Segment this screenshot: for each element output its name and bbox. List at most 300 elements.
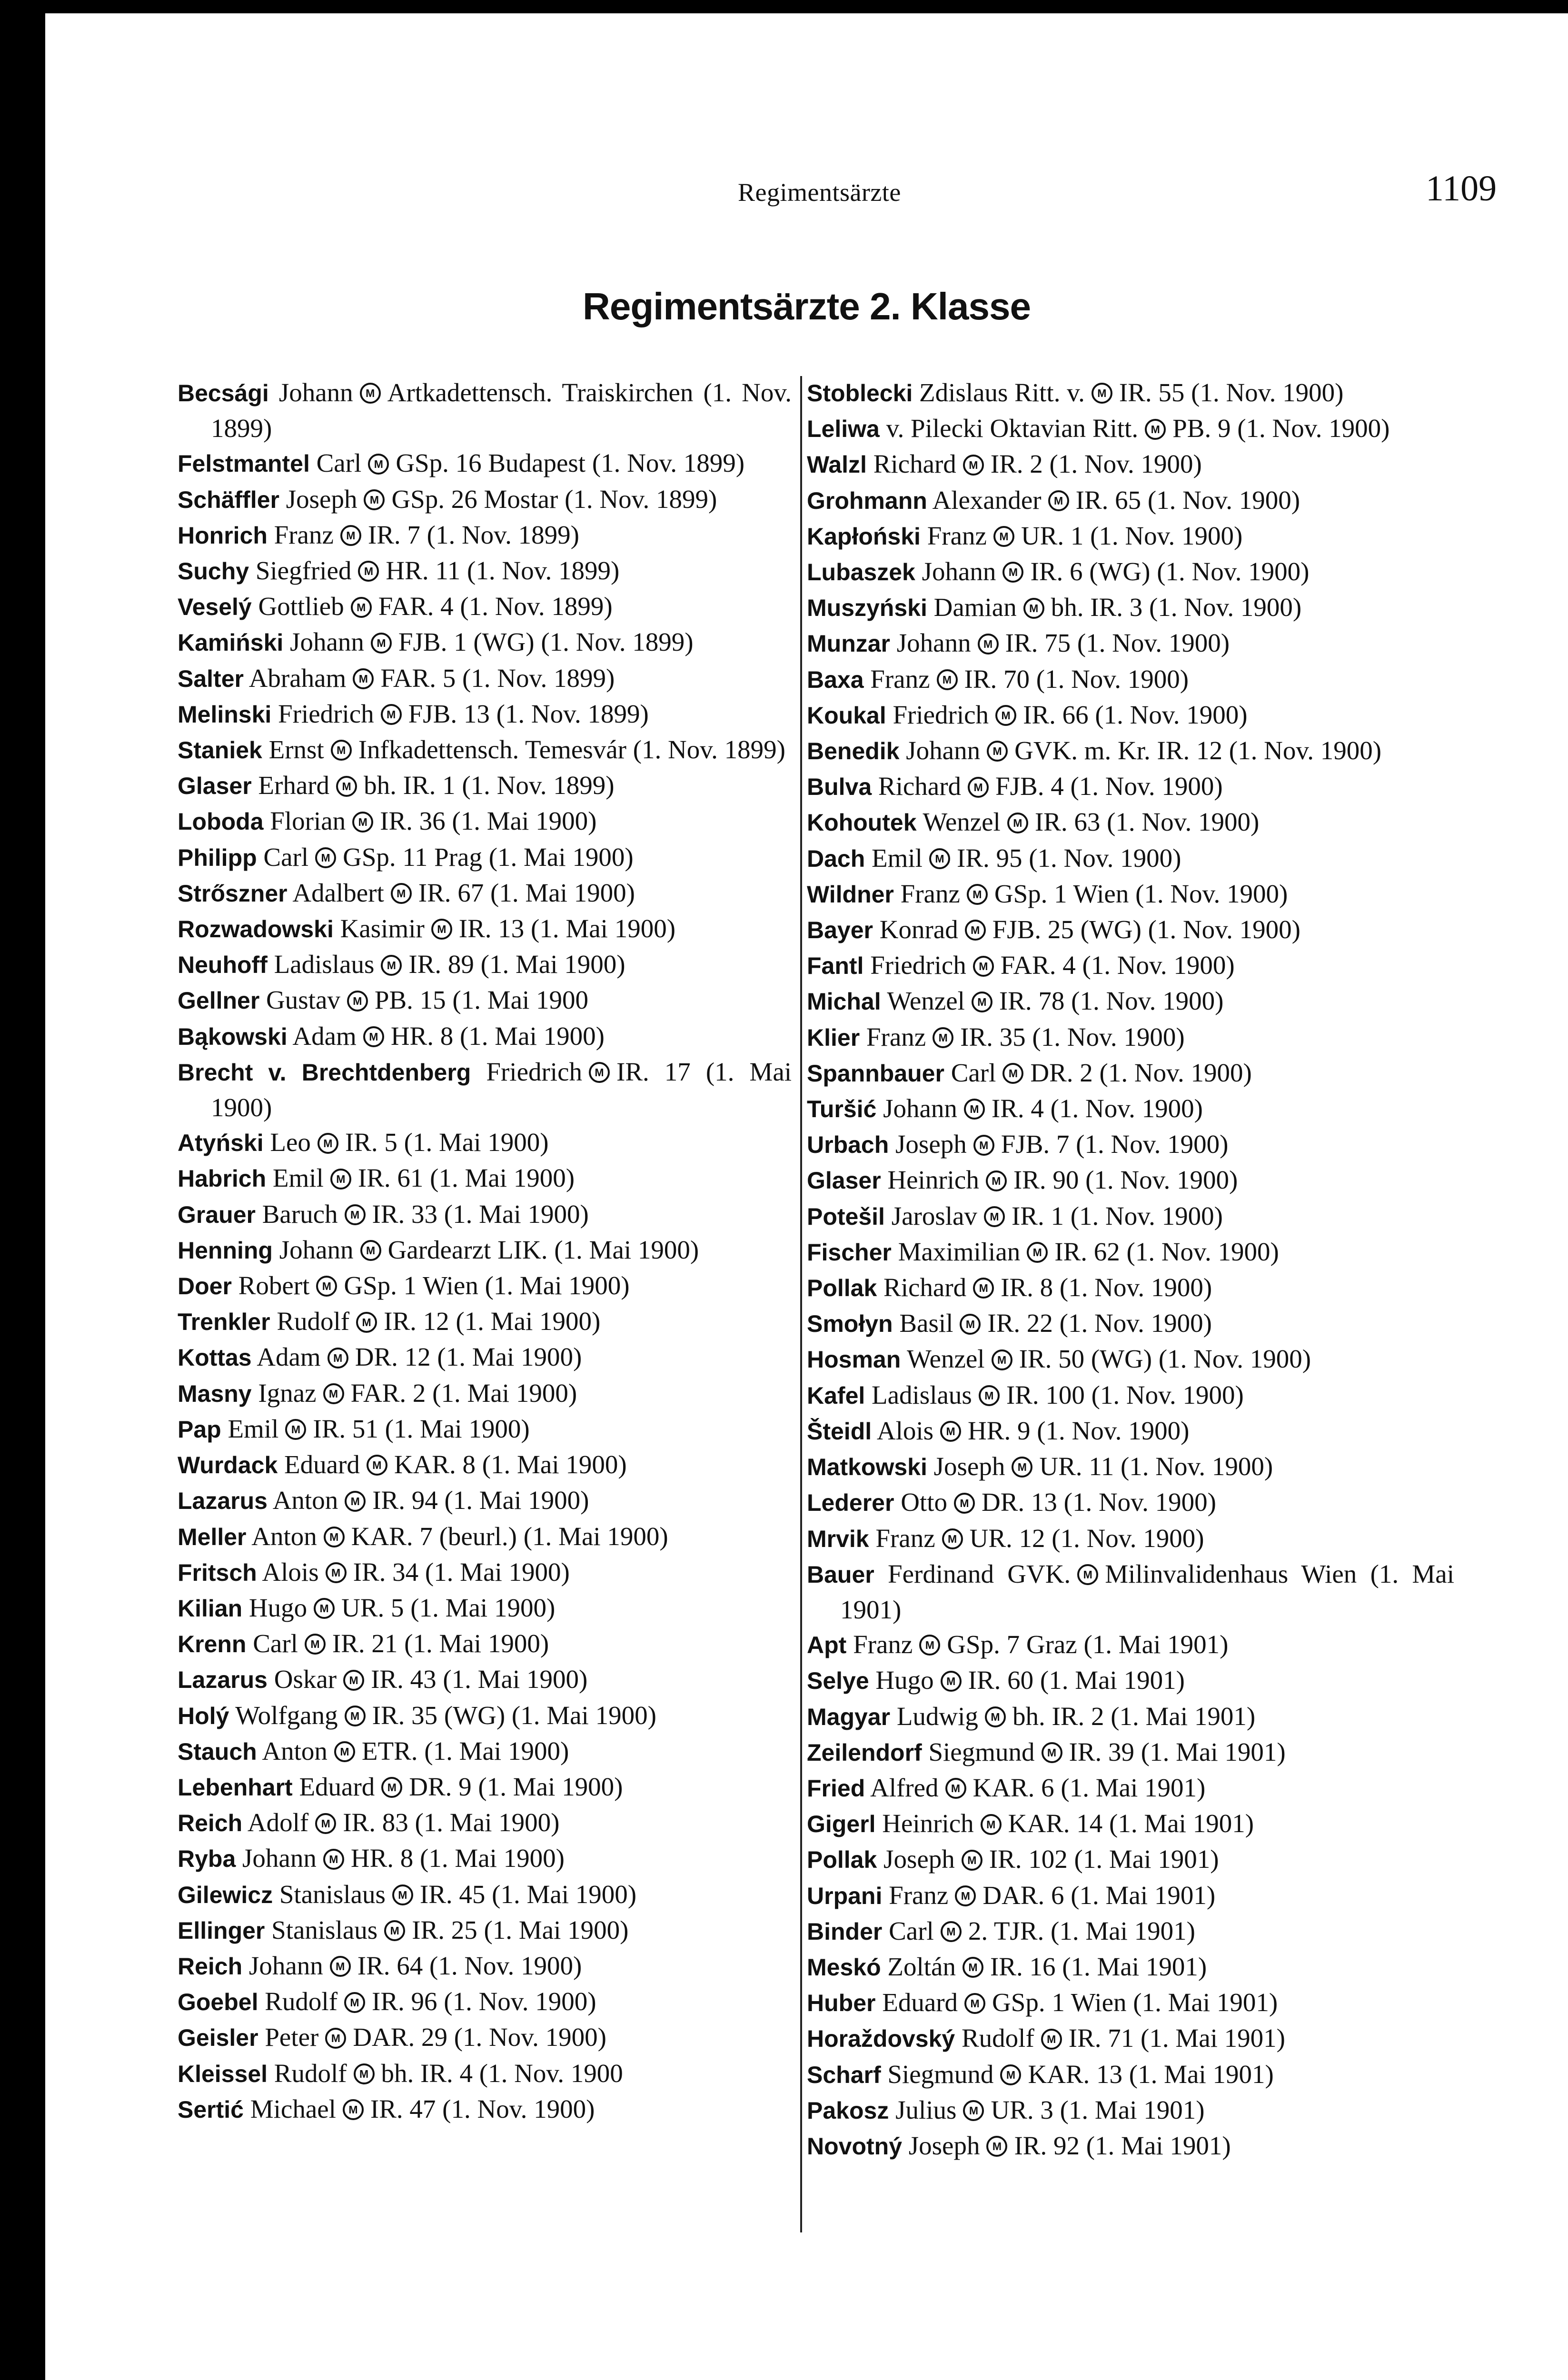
military-m-badge-icon: M <box>315 1813 336 1834</box>
military-m-badge-icon: M <box>1145 419 1166 440</box>
military-m-badge-icon: M <box>993 526 1014 547</box>
entry-surname: Dach <box>807 845 865 872</box>
entry-details: HR. 8 (1. Mai 1900) <box>390 1021 605 1051</box>
military-m-badge-icon: M <box>381 955 402 976</box>
entry-given-name: Baruch <box>262 1199 338 1229</box>
entry-details: IR. 33 (1. Mai 1900) <box>372 1199 589 1229</box>
entry-surname: Urpani <box>807 1882 883 1909</box>
list-item <box>178 1662 792 1697</box>
entry-surname: Krenn <box>178 1631 247 1658</box>
entry-surname: Pap <box>178 1416 221 1443</box>
entry-details: Infkadettensch. Temesvár (1. Nov. 1899) <box>358 735 785 764</box>
entry-given-name: Adolf <box>247 1808 309 1837</box>
entry-given-name: Johann <box>290 627 364 657</box>
list-item <box>178 375 792 446</box>
left-column <box>178 375 792 2231</box>
list-item <box>807 841 1454 876</box>
entry-surname: Kapłoński <box>807 523 921 550</box>
entry-given-name: Franz <box>853 1630 913 1659</box>
entry-given-name: Richard <box>873 449 956 479</box>
entry-given-name: Joseph <box>908 2131 980 2160</box>
entry-details: KAR. 6 (1. Mai 1901) <box>973 1773 1206 1802</box>
entry-given-name: Erhard <box>258 771 330 800</box>
military-m-badge-icon: M <box>986 1170 1007 1191</box>
entry-surname: Pollak <box>807 1846 877 1874</box>
list-item <box>178 1268 792 1304</box>
entry-surname: Doer <box>178 1273 232 1300</box>
military-m-badge-icon: M <box>942 1528 963 1549</box>
military-m-badge-icon: M <box>1002 1063 1023 1084</box>
list-item <box>178 1519 792 1555</box>
entry-given-name: Johann <box>922 557 996 586</box>
section-title: Regimentsärzte 2. Klasse <box>583 285 1031 327</box>
entry-surname: Apt <box>807 1632 847 1659</box>
entry-details: FAR. 4 (1. Nov. 1899) <box>378 592 613 621</box>
entry-surname: Becsági <box>178 380 269 407</box>
entry-given-name: Johann <box>248 1951 323 1980</box>
list-item <box>178 911 792 947</box>
entry-details: GSp. 7 Graz (1. Mai 1901) <box>947 1630 1229 1659</box>
entry-details: FJB. 13 (1. Nov. 1899) <box>408 699 649 728</box>
list-item <box>807 2128 1454 2164</box>
military-m-badge-icon: M <box>1027 1242 1048 1263</box>
entry-surname: Staniek <box>178 737 262 764</box>
entry-given-name: Damian <box>933 593 1017 622</box>
list-item <box>807 554 1454 590</box>
entry-given-name: Zoltán <box>887 1952 956 1981</box>
list-item <box>807 1663 1454 1698</box>
military-m-badge-icon: M <box>316 1276 337 1297</box>
entry-surname: Reich <box>178 1810 243 1837</box>
entry-given-name: Franz <box>900 879 960 908</box>
entry-surname: Potešil <box>807 1203 885 1230</box>
entry-details: UR. 3 (1. Mai 1901) <box>991 2095 1205 2124</box>
military-m-badge-icon: M <box>392 1884 413 1905</box>
entry-given-name: Johann <box>242 1844 317 1873</box>
military-m-badge-icon: M <box>344 1992 365 2013</box>
document-page <box>45 13 1568 2380</box>
list-item <box>178 1769 792 1805</box>
entry-surname: Strőszner <box>178 880 288 907</box>
entry-given-name: Eduard <box>882 1988 958 2017</box>
entry-given-name: Florian <box>270 806 346 836</box>
list-item <box>178 1376 792 1411</box>
entry-details: FJB. 7 (1. Nov. 1900) <box>1001 1130 1229 1159</box>
entry-given-name: Anton <box>262 1736 327 1765</box>
list-item <box>807 1699 1454 1735</box>
entry-details: DR. 2 (1. Nov. 1900) <box>1030 1058 1252 1087</box>
entry-given-name: Carl <box>316 448 362 478</box>
entry-details: IR. 35 (WG) (1. Mai 1900) <box>372 1700 656 1730</box>
entry-details: PB. 9 (1. Nov. 1900) <box>1172 414 1390 443</box>
entry-surname: Kleissel <box>178 2060 268 2087</box>
military-m-badge-icon: M <box>360 1240 381 1261</box>
entry-surname: Selye <box>807 1667 869 1695</box>
list-item <box>807 1055 1454 1091</box>
entry-given-name: Rudolf <box>277 1307 350 1336</box>
military-m-badge-icon: M <box>347 991 368 1012</box>
military-m-badge-icon: M <box>933 1027 953 1048</box>
military-m-badge-icon: M <box>323 1849 344 1870</box>
military-m-badge-icon: M <box>1000 2064 1021 2085</box>
entry-surname: Hosman <box>807 1346 901 1373</box>
military-m-badge-icon: M <box>384 1920 405 1941</box>
list-item <box>178 875 792 911</box>
entry-details: IR. 90 (1. Nov. 1900) <box>1013 1165 1238 1195</box>
military-m-badge-icon: M <box>992 1349 1012 1370</box>
entry-surname: Sertić <box>178 2096 244 2123</box>
list-item <box>807 804 1454 840</box>
entry-given-name: Gustav <box>266 985 340 1015</box>
entry-details: HR. 9 (1. Nov. 1900) <box>968 1416 1190 1445</box>
entry-details: IR. 4 (1. Nov. 1900) <box>991 1094 1203 1123</box>
military-m-badge-icon: M <box>981 1814 1002 1835</box>
entry-given-name: Siegmund <box>928 1737 1035 1766</box>
list-item <box>178 840 792 875</box>
entry-surname: Pakosz <box>807 2097 889 2124</box>
entry-given-name: Rudolf <box>265 1987 338 2016</box>
entry-details: bh. IR. 1 (1. Nov. 1899) <box>364 771 615 800</box>
entry-given-name: Heinrich <box>887 1165 979 1195</box>
list-item <box>807 590 1454 625</box>
entry-surname: Wildner <box>807 881 894 908</box>
list-item <box>178 2092 792 2127</box>
military-m-badge-icon: M <box>352 812 373 833</box>
list-item <box>807 662 1454 697</box>
military-m-badge-icon: M <box>963 455 984 476</box>
list-item <box>178 2056 792 2092</box>
entry-given-name: Eduard <box>284 1450 360 1479</box>
entry-given-name: Otto <box>901 1488 947 1517</box>
entry-given-name: Ignaz <box>258 1378 317 1408</box>
list-item <box>178 589 792 625</box>
entry-details: DR. 13 (1. Nov. 1900) <box>981 1488 1216 1517</box>
entry-details: IR. 94 (1. Mai 1900) <box>372 1486 589 1515</box>
military-m-badge-icon: M <box>973 956 994 977</box>
list-item <box>178 1232 792 1268</box>
column-divider <box>800 376 802 2232</box>
entry-given-name: Alexander <box>932 485 1042 515</box>
entry-surname: Lazarus <box>178 1666 268 1694</box>
entry-given-name: Ladislaus <box>872 1380 972 1409</box>
entry-details: FJB. 4 (1. Nov. 1900) <box>995 772 1223 801</box>
entry-given-name: Emil <box>872 843 923 873</box>
list-item <box>178 696 792 732</box>
entry-surname: Meskó <box>807 1954 881 1981</box>
list-item <box>178 1125 792 1160</box>
entry-surname: Lebenhart <box>178 1774 293 1801</box>
entry-details: IR. 2 (1. Nov. 1900) <box>990 449 1202 479</box>
entry-details: Gardearzt LIK. (1. Mai 1900) <box>387 1235 699 1264</box>
entry-surname: Bauer <box>807 1561 874 1588</box>
military-m-badge-icon: M <box>967 884 988 905</box>
military-m-badge-icon: M <box>965 920 986 941</box>
entry-details: IR. 71 (1. Mai 1901) <box>1068 2023 1285 2053</box>
list-item <box>178 1984 792 2020</box>
entry-details: IR. 36 (1. Mai 1900) <box>380 806 597 836</box>
military-m-badge-icon: M <box>984 1206 1005 1227</box>
entry-surname: Horaždovský <box>807 2025 955 2053</box>
military-m-badge-icon: M <box>1012 1457 1032 1478</box>
list-item <box>807 1627 1454 1663</box>
entry-details: UR. 12 (1. Nov. 1900) <box>969 1523 1204 1553</box>
entry-surname: Lubaszek <box>807 559 915 586</box>
military-m-badge-icon: M <box>367 1455 387 1476</box>
list-item <box>178 947 792 982</box>
list-item <box>178 1841 792 1876</box>
entry-details: DR. 12 (1. Mai 1900) <box>355 1342 582 1372</box>
list-item <box>807 769 1454 804</box>
entry-surname: Baxa <box>807 666 864 693</box>
entry-surname: Gellner <box>178 987 260 1014</box>
entry-surname: Kohoutek <box>807 809 917 836</box>
entry-details: IR. 22 (1. Nov. 1900) <box>987 1309 1212 1338</box>
entry-details: IR. 7 (1. Nov. 1899) <box>367 520 579 549</box>
entry-surname: Fried <box>807 1775 865 1802</box>
military-m-badge-icon: M <box>986 2136 1007 2157</box>
entry-surname: Koukal <box>807 702 886 729</box>
military-m-badge-icon: M <box>962 1850 982 1871</box>
military-m-badge-icon: M <box>1023 598 1044 619</box>
military-m-badge-icon: M <box>973 1278 994 1299</box>
list-item <box>807 1234 1454 1270</box>
entry-given-name: Franz <box>274 520 334 549</box>
list-item <box>178 1590 792 1626</box>
entry-given-name: Eduard <box>299 1772 375 1801</box>
list-item <box>807 1413 1454 1449</box>
entry-given-name: Jaroslav <box>891 1201 977 1230</box>
entry-surname: Fantl <box>807 952 864 980</box>
list-item <box>178 1054 792 1125</box>
entry-details: IR. 75 (1. Nov. 1900) <box>1005 628 1230 658</box>
entry-details: FAR. 2 (1. Mai 1900) <box>350 1378 577 1408</box>
entry-details: HR. 8 (1. Mai 1900) <box>350 1844 565 1873</box>
entry-given-name: Friedrich <box>870 951 966 980</box>
entry-details: IR. 5 (1. Mai 1900) <box>345 1128 549 1157</box>
military-m-badge-icon: M <box>353 668 374 689</box>
list-item <box>178 553 792 589</box>
list-item <box>807 1162 1454 1198</box>
list-item <box>178 1339 792 1375</box>
entry-details: IR. 6 (WG) (1. Nov. 1900) <box>1030 557 1310 586</box>
military-m-badge-icon: M <box>985 1706 1006 1727</box>
entry-surname: Mrvik <box>807 1525 869 1552</box>
entry-given-name: Anton <box>251 1521 317 1551</box>
military-m-badge-icon: M <box>381 704 402 725</box>
entry-given-name: Franz <box>875 1523 935 1553</box>
list-item <box>178 1948 792 1984</box>
military-m-badge-icon: M <box>330 1169 351 1190</box>
entry-surname: Matkowski <box>807 1454 927 1481</box>
entry-surname: Fritsch <box>178 1559 257 1586</box>
entry-surname: Glaser <box>178 773 252 800</box>
military-m-badge-icon: M <box>315 847 336 868</box>
entry-details: IR. 25 (1. Mai 1900) <box>412 1915 629 1944</box>
list-item <box>807 1521 1454 1557</box>
entry-surname: Kamiński <box>178 629 284 656</box>
entry-surname: Neuhoff <box>178 952 268 979</box>
military-m-badge-icon: M <box>363 1026 384 1047</box>
entry-given-name: Rudolf <box>274 2058 347 2088</box>
entry-given-name: Alfred <box>870 1773 939 1802</box>
entry-surname: Klier <box>807 1024 860 1051</box>
military-m-badge-icon: M <box>345 1491 366 1512</box>
list-item <box>178 982 792 1018</box>
entry-details: ETR. (1. Mai 1900) <box>361 1736 569 1765</box>
entry-surname: Glaser <box>807 1167 881 1194</box>
entry-details: IR. 50 (WG) (1. Nov. 1900) <box>1019 1344 1311 1374</box>
entry-given-name: Joseph <box>883 1844 955 1874</box>
entry-details: IR. 62 (1. Nov. 1900) <box>1054 1237 1279 1266</box>
entry-given-name: v. Pilecki Oktavian Ritt. <box>886 414 1139 443</box>
entry-given-name: Johann <box>896 628 971 658</box>
entry-given-name: Oskar <box>274 1665 337 1694</box>
military-m-badge-icon: M <box>364 489 385 510</box>
entry-given-name: Wenzel <box>907 1344 985 1374</box>
military-m-badge-icon: M <box>1077 1564 1098 1585</box>
entry-given-name: Gottlieb <box>258 592 344 621</box>
entry-given-name: Kasimir <box>340 914 425 943</box>
entry-details: PB. 15 (1. Mai 1900 <box>374 985 589 1015</box>
list-item <box>178 1483 792 1518</box>
military-m-badge-icon: M <box>973 1135 994 1156</box>
entry-details: KAR. 7 (beurl.) (1. Mai 1900) <box>351 1521 668 1551</box>
military-m-badge-icon: M <box>941 1671 962 1692</box>
entry-given-name: Carl <box>263 842 309 872</box>
list-item <box>807 1485 1454 1520</box>
running-head: Regimentsärzte <box>738 178 901 207</box>
entry-surname: Scharf <box>807 2061 881 2088</box>
entry-given-name: Wolfgang <box>235 1700 338 1730</box>
entry-details: UR. 5 (1. Mai 1900) <box>341 1593 556 1622</box>
military-m-badge-icon: M <box>345 1204 366 1225</box>
entry-given-name: Siegfried <box>255 556 352 585</box>
military-m-badge-icon: M <box>589 1062 610 1083</box>
entry-surname: Schäffler <box>178 486 279 513</box>
entry-surname: Trenkler <box>178 1309 270 1336</box>
list-item <box>178 768 792 803</box>
entry-details: IR. 47 (1. Nov. 1900) <box>370 2094 595 2123</box>
entry-given-name: Joseph <box>286 484 357 514</box>
entry-surname: Munzar <box>807 630 890 657</box>
entry-surname: Reich <box>178 1953 243 1980</box>
entry-given-name: Konrad <box>879 915 958 944</box>
entry-surname: Michal <box>807 988 881 1015</box>
entry-given-name: Richard <box>878 772 962 801</box>
entry-details: KAR. 8 (1. Mai 1900) <box>394 1450 627 1479</box>
entry-given-name: Johann <box>906 736 981 765</box>
entry-details: bh. IR. 4 (1. Nov. 1900 <box>381 2058 623 2088</box>
military-m-badge-icon: M <box>964 1993 985 2014</box>
entry-details: DAR. 6 (1. Mai 1901) <box>982 1880 1216 1910</box>
list-item <box>807 518 1454 554</box>
entry-details: IR. 43 (1. Mai 1900) <box>371 1665 588 1694</box>
military-m-badge-icon: M <box>391 883 412 904</box>
entry-surname: Philipp <box>178 844 257 871</box>
entry-details: GSp. 16 Budapest (1. Nov. 1899) <box>396 448 745 478</box>
entry-surname: Rozwadowski <box>178 916 334 943</box>
entry-details: 2. TJR. (1. Mai 1901) <box>968 1916 1195 1945</box>
entry-details: Artkadettensch. Traiskirchen (1. Nov. 1899) <box>211 378 792 443</box>
list-item <box>807 1770 1454 1806</box>
list-item <box>807 1270 1454 1306</box>
military-m-badge-icon: M <box>356 1312 377 1333</box>
military-m-badge-icon: M <box>314 1598 335 1619</box>
entry-given-name: Emil <box>228 1414 279 1443</box>
entry-details: KAR. 14 (1. Mai 1901) <box>1008 1809 1254 1838</box>
entry-details: IR. 60 (1. Mai 1901) <box>968 1666 1185 1695</box>
entry-given-name: Johann <box>279 1235 354 1264</box>
military-m-badge-icon: M <box>336 776 357 797</box>
entry-surname: Meller <box>178 1523 247 1550</box>
entry-details: IR. 1 (1. Nov. 1900) <box>1011 1201 1223 1230</box>
entry-details: IR. 17 (1. Mai 1900) <box>211 1057 792 1122</box>
entry-details: DAR. 29 (1. Nov. 1900) <box>353 2023 606 2052</box>
entry-details: IR. 89 (1. Mai 1900) <box>408 950 625 979</box>
entry-details: FAR. 4 (1. Nov. 1900) <box>1000 951 1235 980</box>
list-item <box>178 1913 792 1948</box>
entry-given-name: Carl <box>889 1916 934 1945</box>
entry-surname: Ryba <box>178 1845 236 1873</box>
military-m-badge-icon: M <box>325 2028 346 2049</box>
military-m-badge-icon: M <box>929 848 950 869</box>
entry-surname: Grauer <box>178 1201 256 1228</box>
military-m-badge-icon: M <box>963 1957 983 1978</box>
entry-surname: Loboda <box>178 808 264 835</box>
entry-details: HR. 11 (1. Nov. 1899) <box>386 556 620 585</box>
entry-given-name: Wenzel <box>887 986 965 1016</box>
military-m-badge-icon: M <box>1007 813 1028 833</box>
list-item <box>807 1020 1454 1055</box>
military-m-badge-icon: M <box>318 1133 338 1154</box>
entry-surname: Spannbauer <box>807 1060 944 1087</box>
entry-details: IR. 66 (1. Nov. 1900) <box>1023 700 1248 729</box>
list-item <box>807 1127 1454 1162</box>
military-m-badge-icon: M <box>1041 2029 1062 2050</box>
military-m-badge-icon: M <box>968 777 989 798</box>
entry-given-name: Julius <box>895 2095 957 2124</box>
entry-given-name: Alois <box>876 1416 934 1445</box>
list-item <box>178 1197 792 1232</box>
military-m-badge-icon: M <box>1042 1742 1062 1763</box>
entry-given-name: Ernst <box>268 735 324 764</box>
entry-details: IR. 78 (1. Nov. 1900) <box>999 986 1224 1016</box>
list-item <box>807 876 1454 912</box>
entry-surname: Muszyński <box>807 595 927 622</box>
list-item <box>178 625 792 660</box>
entry-details: FJB. 1 (WG) (1. Nov. 1899) <box>398 627 694 657</box>
entry-details: IR. 92 (1. Mai 1901) <box>1014 2131 1231 2160</box>
list-item <box>178 517 792 553</box>
military-m-badge-icon: M <box>960 1314 981 1335</box>
entry-surname: Habrich <box>178 1165 267 1192</box>
military-m-badge-icon: M <box>431 919 452 940</box>
list-item <box>807 375 1454 411</box>
entry-details: IR. 83 (1. Mai 1900) <box>343 1808 560 1837</box>
military-m-badge-icon: M <box>1092 383 1112 404</box>
entry-details: IR. 65 (1. Nov. 1900) <box>1075 485 1300 515</box>
entry-given-name: Anton <box>272 1486 338 1515</box>
entry-surname: Bąkowski <box>178 1023 288 1050</box>
list-item <box>807 1914 1454 1949</box>
entry-details: IR. 61 (1. Mai 1900) <box>357 1163 575 1193</box>
military-m-badge-icon: M <box>1002 562 1023 583</box>
entry-details: IR. 13 (1. Mai 1900) <box>458 914 676 943</box>
entry-given-name: Michael <box>250 2094 336 2123</box>
entry-surname: Urbach <box>807 1131 889 1159</box>
list-item <box>807 1091 1454 1127</box>
military-m-badge-icon: M <box>345 1706 366 1726</box>
